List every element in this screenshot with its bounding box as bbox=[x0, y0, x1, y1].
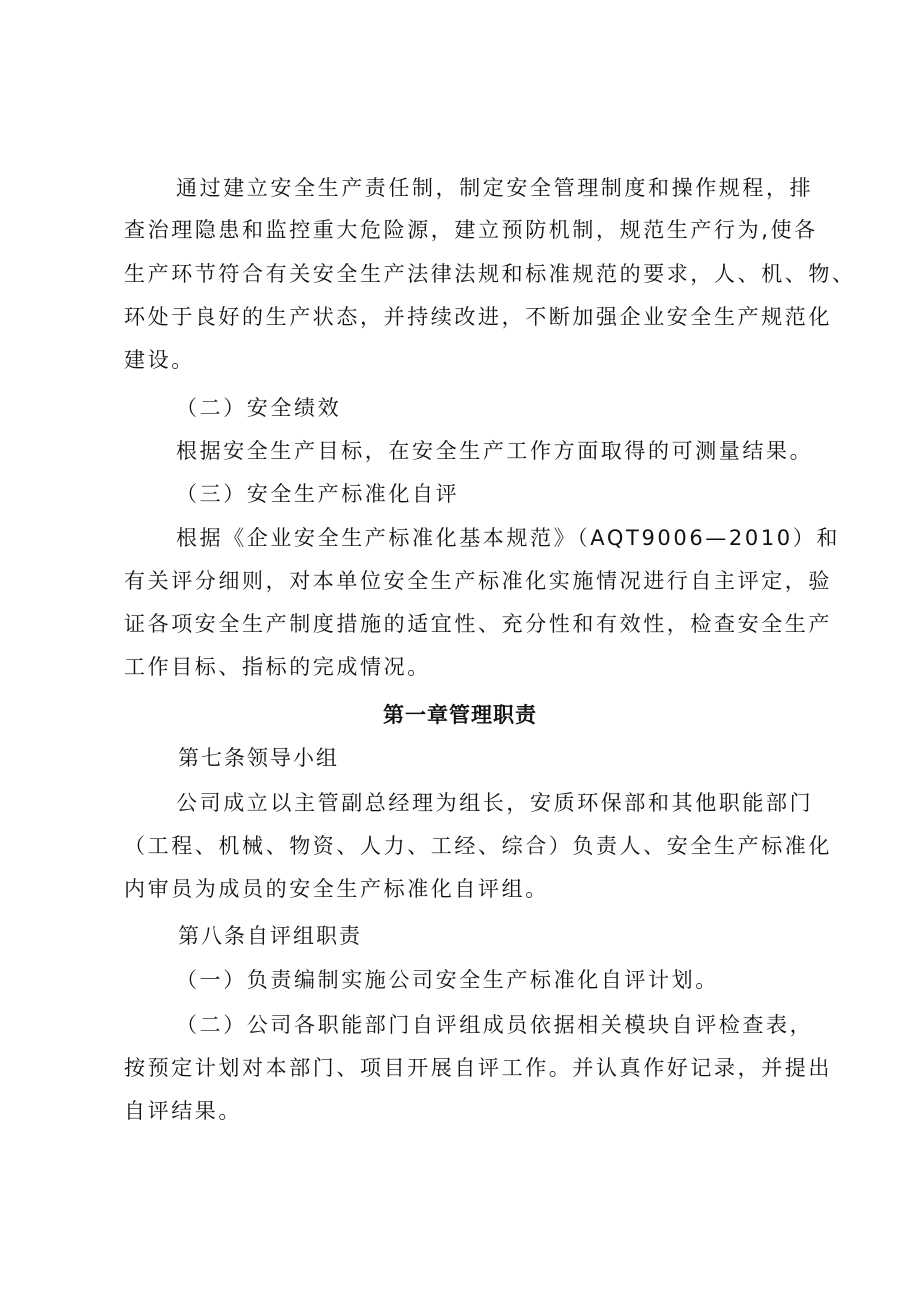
paragraph-line: 证各项安全生产制度措施的适宜性、充分性和有效性，检查安全生产 bbox=[124, 612, 832, 636]
paragraph-line: （工程、机械、物资、人力、工经、综合）负责人、安全生产标准化 bbox=[124, 834, 832, 858]
paragraph-line: 环处于良好的生产状态，并持续改进，不断加强企业安全生产规范化 bbox=[124, 305, 832, 329]
paragraph-line: 内审员为成员的安全生产标准化自评组。 bbox=[124, 877, 549, 901]
paragraph-line: 根据安全生产目标，在安全生产工作方面取得的可测量结果。 bbox=[176, 439, 814, 463]
paragraph-line: 公司成立以主管副总经理为组长，安质环保部和其他职能部门 bbox=[176, 791, 814, 815]
paragraph-line: 生产环节符合有关安全生产法律法规和标准规范的要求，人、机、物、 bbox=[124, 262, 856, 286]
paragraph-line: 工作目标、指标的完成情况。 bbox=[124, 655, 431, 679]
section-title: （二）安全绩效 bbox=[176, 396, 342, 420]
paragraph-line: 自评结果。 bbox=[124, 1099, 242, 1123]
section-title: （三）安全生产标准化自评 bbox=[176, 482, 460, 506]
paragraph-line: 按预定计划对本部门、项目开展自评工作。并认真作好记录，并提出 bbox=[124, 1056, 832, 1080]
paragraph-line: 有关评分细则，对本单位安全生产标准化实施情况进行自主评定，验 bbox=[124, 569, 832, 593]
paragraph-line: 建设。 bbox=[124, 348, 195, 372]
list-item: （一）负责编制实施公司安全生产标准化自评计划。 bbox=[176, 968, 719, 992]
article-title: 第八条自评组职责 bbox=[178, 924, 362, 948]
chapter-heading: 第一章管理职责 bbox=[383, 703, 537, 727]
list-item: （二）公司各职能部门自评组成员依据相关模块自评检查表， bbox=[176, 1013, 814, 1037]
paragraph-line: 根据《企业安全生产标准化基本规范》（AQT9006—2010）和 bbox=[176, 526, 840, 550]
paragraph-line: 通过建立安全生产责任制，制定安全管理制度和操作规程，排 bbox=[176, 176, 814, 200]
article-title: 第七条领导小组 bbox=[178, 746, 339, 770]
paragraph-line: 查治理隐患和监控重大危险源，建立预防机制，规范生产行为,使各 bbox=[124, 218, 818, 242]
